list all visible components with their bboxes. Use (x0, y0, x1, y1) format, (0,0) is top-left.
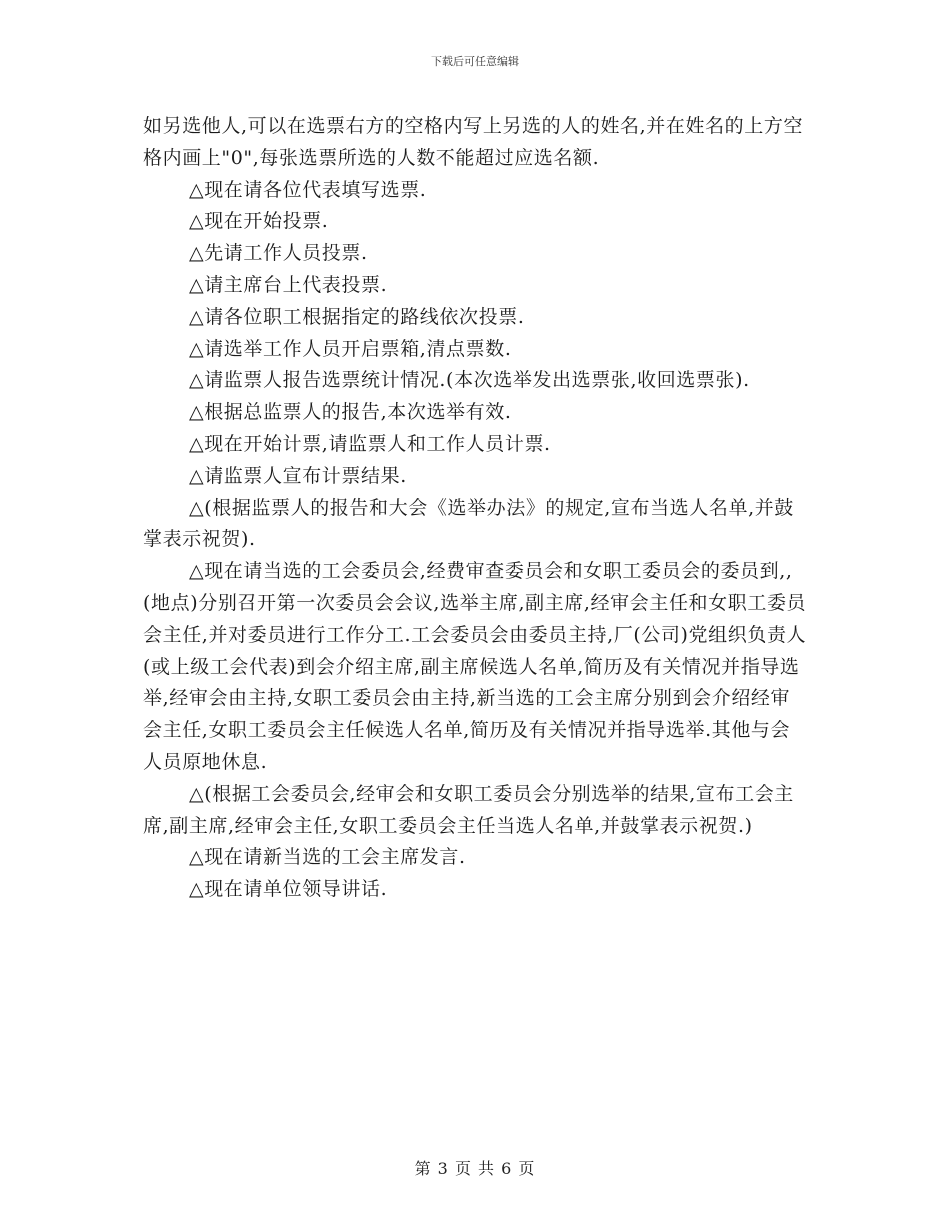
paragraph: △请监票人宣布计票结果. (189, 464, 407, 487)
header-note: 下载后可任意编辑 (431, 55, 519, 68)
paragraph: △请各位职工根据指定的路线依次投票. (189, 305, 525, 328)
paragraph: △现在请各位代表填写选票. (189, 178, 427, 201)
paragraph: △请监票人报告选票统计情况.(本次选举发出选票张,收回选票张). (189, 369, 750, 392)
paragraph: △现在请单位领导讲话. (189, 878, 388, 901)
paragraph: △(根据工会委员会,经审会和女职工委员会分别选举的结果,宣布工会主席,副主席,经审会主任,女职工委员会主任当选人名单,并鼓掌表示祝贺.) (143, 782, 794, 837)
paragraph: △现在请当选的工会委员会,经费审查委员会和女职工委员会的委员到,,(地点)分别召开第一次委员会会议,选举主席,副主席,经审会主任和女职工委员会主任,并对委员进行工作分工.工会委员会由委员主持,厂(公司)党组织负责人(或上级工会代表)到会介绍主席,副主席候选人名单,简历及有关情况并指导选举,经审会由主持,女职工委员会由主持,新当选的工会主席分别到会介绍经审会主任,女职工委员会主任候选人名单,简历及有关情况并指导选举.其他与会人员原地休息. (143, 560, 807, 773)
paragraph: △现在开始投票. (189, 210, 329, 233)
paragraph: △现在开始计票,请监票人和工作人员计票. (189, 432, 551, 455)
paragraph: △现在请新当选的工会主席发言. (189, 846, 466, 869)
paragraph: △根据总监票人的报告,本次选举有效. (189, 401, 512, 424)
paragraph: △请主席台上代表投票. (189, 273, 388, 296)
paragraph: △请选举工作人员开启票箱,清点票数. (189, 337, 512, 360)
paragraph: 如另选他人,可以在选票右方的空格内写上另选的人的姓名,并在姓名的上方空格内画上"0",每张选票所选的人数不能超过应选名额. (143, 115, 804, 169)
document-body (143, 111, 808, 906)
paragraph: △(根据监票人的报告和大会《选举办法》的规定,宣布当选人名单,并鼓掌表示祝贺). (143, 496, 794, 551)
page-number: 第 3 页 共 6 页 (414, 1159, 536, 1178)
paragraph: △先请工作人员投票. (189, 242, 368, 265)
